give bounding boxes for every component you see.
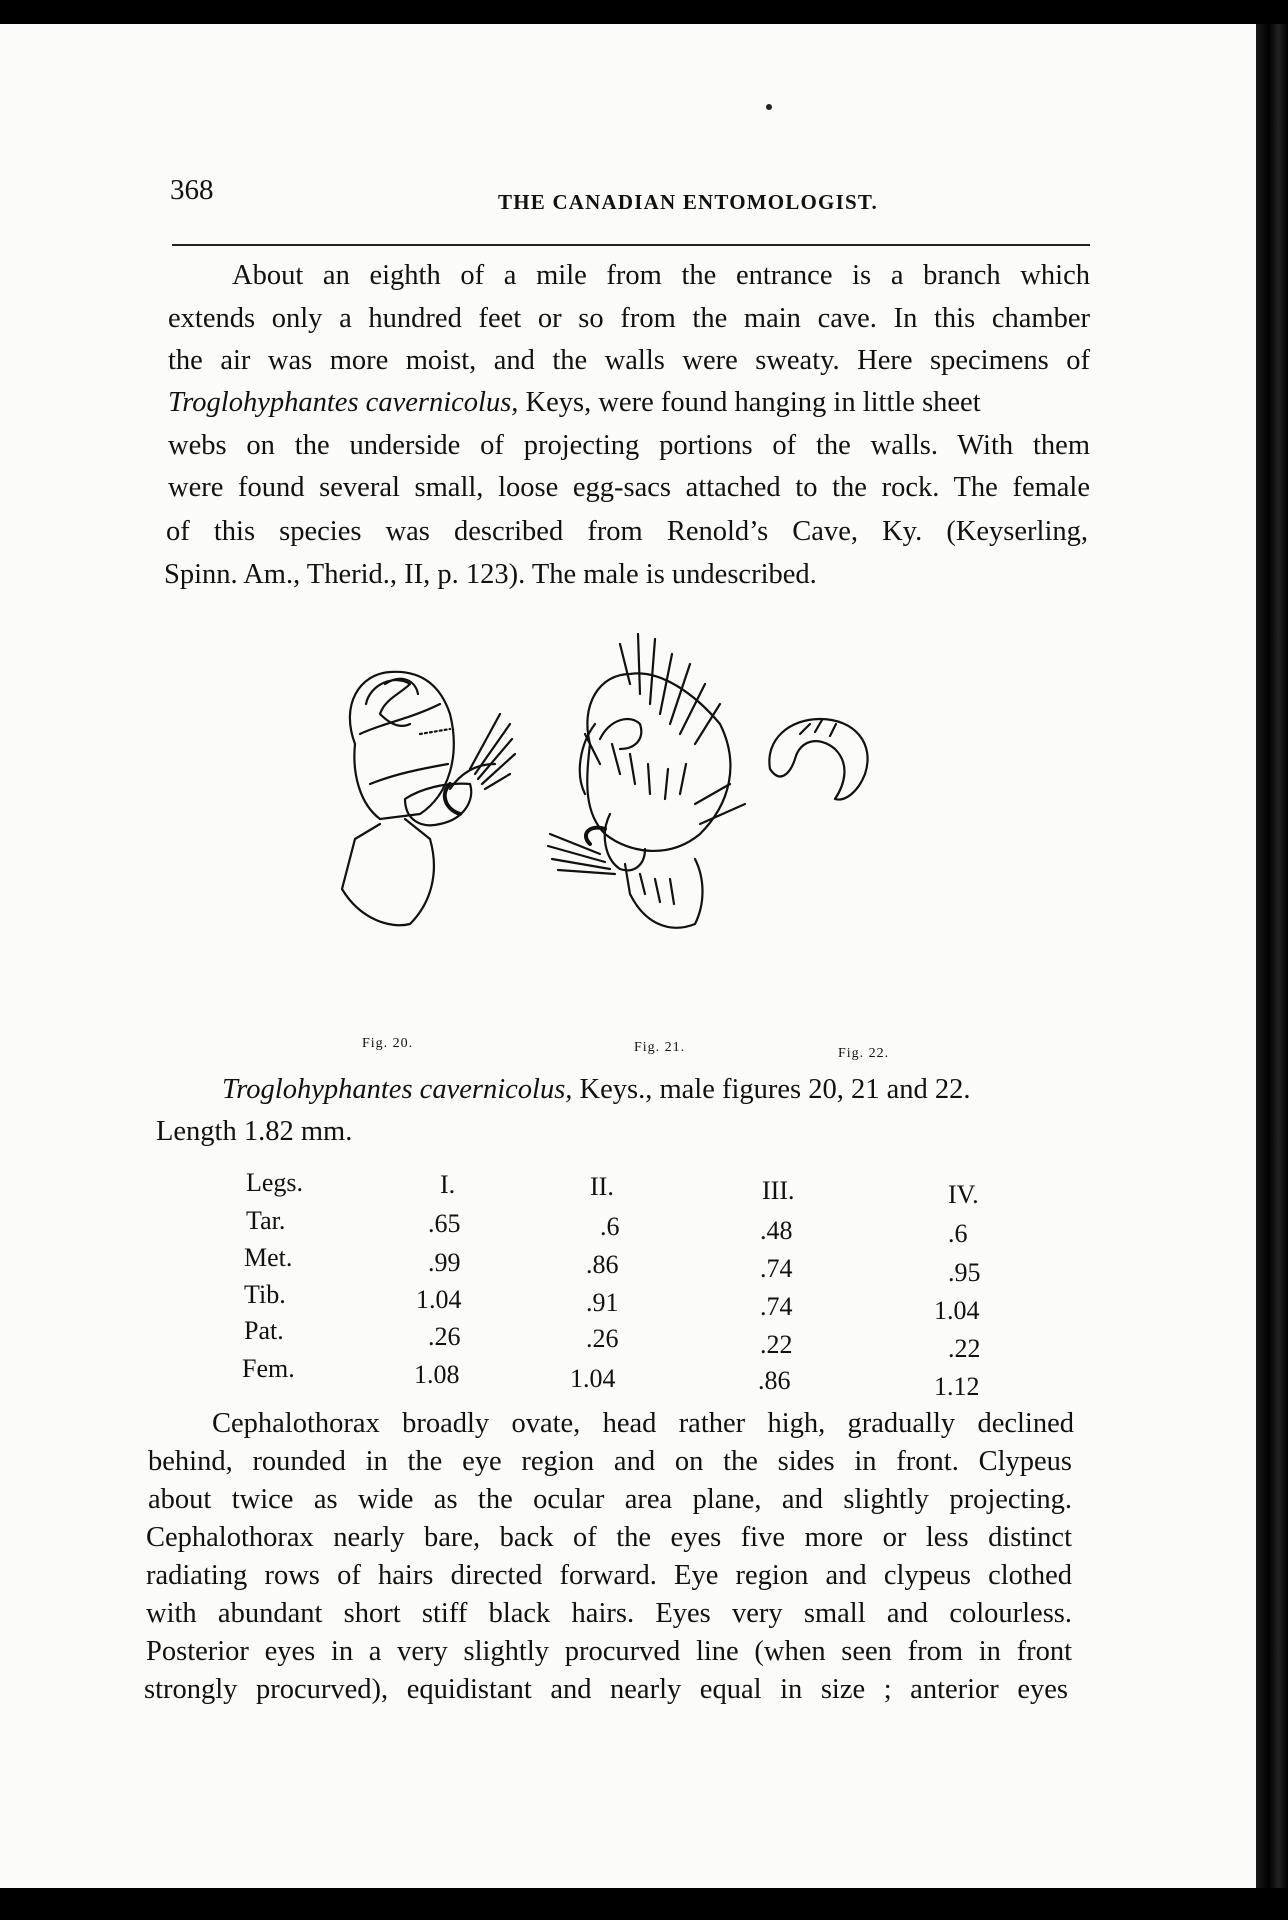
table-cell: 1.04	[570, 1364, 616, 1393]
figure-22-caption: Fig. 22.	[838, 1046, 890, 1061]
species-caption	[222, 1076, 971, 1105]
table-cell: .48	[760, 1216, 793, 1245]
table-cell: .74	[760, 1292, 793, 1321]
paragraph-1-line	[168, 347, 1090, 376]
table-cell: .65	[428, 1209, 461, 1238]
line-text: extends only a hundred feet or so from the main cave. In this chamber	[168, 303, 1090, 334]
paragraph-1-line	[166, 518, 1088, 547]
table-cell: 1.12	[934, 1372, 980, 1401]
line-text: the air was more moist, and the walls were sweaty. Here specimens of	[168, 345, 1090, 376]
caption-text: Keys., male figures 20, 21 and 22.	[572, 1074, 971, 1105]
length-line: Length 1.82 mm.	[156, 1116, 353, 1147]
table-cell: .95	[948, 1258, 981, 1287]
paragraph-1-line	[168, 305, 1090, 334]
running-head: THE CANADIAN ENTOMOLOGIST.	[498, 190, 878, 214]
figure-22-drawing	[769, 719, 867, 800]
paragraph-2-line: about twice as wide as the ocular area plane, and slightly projecting.	[148, 1484, 1072, 1515]
line-text: of this species was described from Renold’s Cave, Ky. (Keyserling,	[166, 516, 1088, 547]
table-header-cell: III.	[762, 1176, 795, 1205]
header-rule	[172, 244, 1090, 246]
line-text: Keys, were found hanging in little sheet	[518, 387, 981, 418]
species-name: Troglohyphantes cavernicolus,	[222, 1074, 573, 1105]
table-cell: 1.04	[934, 1296, 980, 1325]
paragraph-1-line	[168, 389, 1090, 418]
figure-20-caption: Fig. 20.	[362, 1036, 414, 1051]
table-cell: .86	[758, 1366, 791, 1395]
paragraph-2-line: Cephalothorax broadly ovate, head rather high, gradually declined	[212, 1408, 1074, 1439]
paragraph-1-line	[164, 561, 817, 590]
table-cell: Tar.	[246, 1206, 286, 1235]
table-cell: .86	[586, 1250, 619, 1279]
table-header-cell: II.	[590, 1172, 614, 1201]
figure-drawings	[300, 624, 1000, 1084]
table-header-cell: Legs.	[246, 1168, 304, 1197]
paragraph-2-line: behind, rounded in the eye region and on the sides in front. Clypeus	[148, 1446, 1072, 1477]
table-cell: .6	[948, 1219, 968, 1248]
table-cell: .22	[760, 1330, 793, 1359]
line-text: webs on the underside of projecting portions of the walls. With them	[168, 430, 1090, 461]
table-cell: .26	[586, 1324, 619, 1353]
line-text: were found several small, loose egg-sacs attached to the rock. The female	[168, 472, 1090, 503]
table-cell: Tib.	[244, 1280, 286, 1309]
table-cell: .74	[760, 1254, 793, 1283]
page-number: 368	[170, 174, 214, 206]
table-header-cell: I.	[440, 1170, 456, 1199]
paragraph-2-line: radiating rows of hairs directed forward. Eye region and clypeus clothed	[146, 1560, 1072, 1591]
paragraph-1-line	[168, 474, 1090, 503]
figure-20-drawing	[342, 672, 515, 925]
book-edge	[1256, 24, 1288, 1888]
scanned-page	[0, 24, 1256, 1888]
table-cell: .99	[428, 1248, 461, 1277]
paragraph-1-line	[232, 262, 1090, 291]
ink-speck	[766, 104, 772, 110]
paragraph-2-line: Posterior eyes in a very slightly procurved line (when seen from in front	[146, 1636, 1072, 1667]
figure-21-caption: Fig. 21.	[634, 1040, 686, 1055]
line-text: Spinn. Am., Therid., II, p. 123). The male is undescribed.	[164, 559, 817, 590]
paragraph-2-line: with abundant short stiff black hairs. Eyes very small and colourless.	[146, 1598, 1072, 1629]
paragraph-2-line: Cephalothorax nearly bare, back of the eyes five more or less distinct	[146, 1522, 1072, 1553]
table-cell: .91	[586, 1288, 619, 1317]
table-cell: Met.	[244, 1243, 293, 1272]
table-cell: .6	[600, 1212, 620, 1241]
table-cell: .22	[948, 1334, 981, 1363]
line-text: About an eighth of a mile from the entrance is a branch which	[232, 260, 1090, 291]
table-cell: 1.04	[416, 1285, 462, 1314]
table-cell: Fem.	[242, 1354, 295, 1383]
paragraph-2-line: strongly procurved), equidistant and nearly equal in size ; anterior eyes	[144, 1674, 1068, 1705]
table-header-cell: IV.	[948, 1180, 979, 1209]
paragraph-1-line	[168, 432, 1090, 461]
table-cell: Pat.	[244, 1316, 284, 1345]
figure-21-drawing	[548, 634, 745, 928]
species-name: Troglohyphantes cavernicolus,	[168, 387, 519, 418]
table-cell: 1.08	[414, 1360, 460, 1389]
table-cell: .26	[428, 1322, 461, 1351]
